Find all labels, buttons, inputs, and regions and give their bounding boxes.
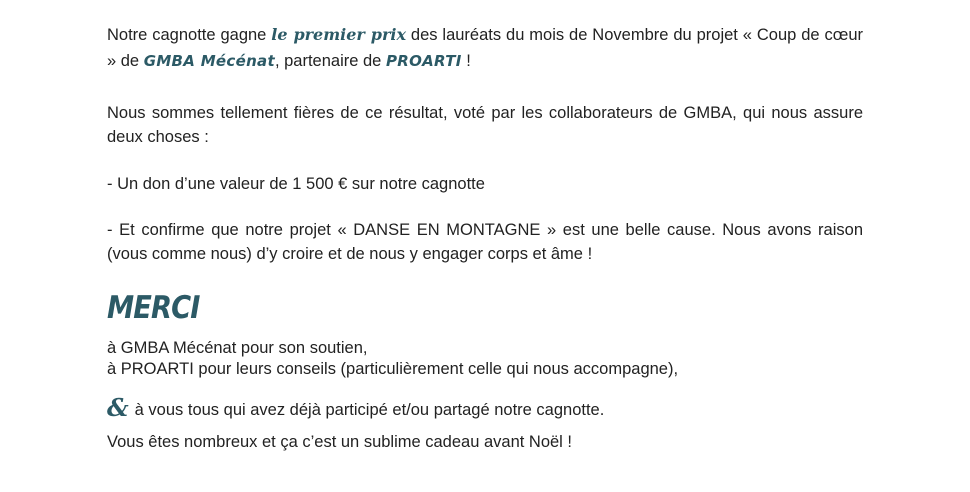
closing-text: Vous êtes nombreux et ça c’est un sublime cadeau avant Noël ! bbox=[107, 433, 573, 451]
donation-text: - Un don d’une valeur de 1 500 € sur notre cagnotte bbox=[107, 175, 485, 193]
merci-heading-block bbox=[107, 290, 863, 326]
project-text: - Et confirme que notre projet « DANSE EN MONTAGNE » est une belle cause. Nous avons raison (vous comme nous) d’y croire et de nous y engager corps et âme ! bbox=[107, 221, 863, 263]
thanks-list bbox=[107, 338, 863, 380]
intro-text-partner: , partenaire de bbox=[274, 52, 386, 70]
closing-paragraph bbox=[107, 430, 863, 454]
pride-text: Nous sommes tellement fières de ce résultat, voté par les collaborateurs de GMBA, qui nous assure deux choses : bbox=[107, 104, 863, 146]
thanks-everyone bbox=[107, 392, 863, 426]
thanks-everyone-text: à vous tous qui avez déjà participé et/ou partagé notre cagnotte. bbox=[134, 401, 605, 419]
thanks-gmba: à GMBA Mécénat pour son soutien, bbox=[107, 339, 368, 357]
intro-paragraph bbox=[107, 22, 863, 74]
premier-prix-highlight: le premier prix bbox=[271, 25, 406, 44]
intro-text-middle: des lauréats du mois de Novembre du projet « Coup de cœur » de bbox=[107, 26, 863, 70]
intro-text-start: Notre cagnotte gagne bbox=[107, 26, 272, 44]
intro-text-end: ! bbox=[461, 52, 471, 70]
project-bullet bbox=[107, 218, 863, 266]
ampersand-icon: & bbox=[107, 393, 129, 422]
gmba-mecenat-highlight: GMBA Mécénat bbox=[143, 52, 275, 70]
donation-bullet bbox=[107, 172, 863, 196]
pride-paragraph bbox=[107, 101, 863, 149]
merci-heading: MERCI bbox=[107, 290, 200, 326]
proarti-highlight: PROARTI bbox=[385, 52, 462, 70]
thanks-proarti: à PROARTI pour leurs conseils (particulièrement celle qui nous accompagne), bbox=[107, 360, 679, 378]
